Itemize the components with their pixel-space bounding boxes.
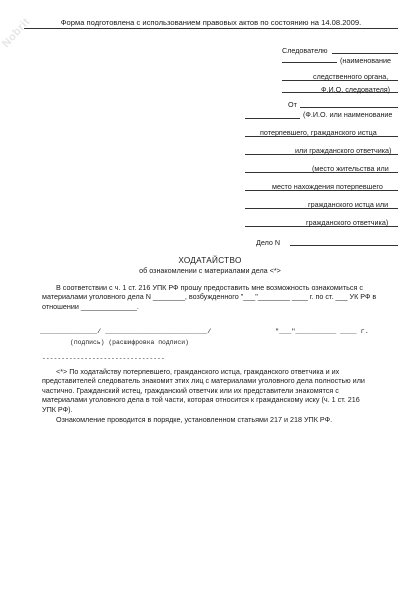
footnote-line-2: представителей следователь знакомит этих лиц с материалами уголовного дела полностью или — [42, 376, 365, 386]
body-line-1: В соответствии с ч. 1 ст. 216 УПК РФ прошу предоставить мне возможность ознакомиться с — [56, 283, 363, 292]
signature-date: "___"__________ ____ г. — [275, 328, 369, 336]
footnote-block — [42, 367, 397, 424]
footnote-line-1: <*> По ходатайству потерпевшего, гражданского истца, гражданского ответчика и их — [56, 367, 340, 376]
from-line-1: (Ф.И.О. или наименование — [303, 110, 393, 119]
to-label: Следователю — [282, 46, 328, 55]
document-title: ХОДАТАЙСТВО — [178, 256, 242, 265]
from-line-2: потерпевшего, гражданского истца — [260, 128, 377, 137]
watermark-logo: Nobrit — [0, 15, 33, 51]
from-line-3: или гражданского ответчика) — [295, 146, 392, 155]
blank-line — [282, 62, 337, 63]
from-label: От — [288, 100, 297, 109]
from-line-5: место нахождения потерпевшего — [272, 182, 383, 191]
case-line — [290, 245, 398, 246]
header-note: Форма подготовлена с использованием правовых актов по состоянию на 14.08.2009. — [24, 18, 398, 29]
addressee-line-2: следственного органа, — [313, 72, 389, 81]
from-line-7: гражданского ответчика) — [306, 218, 389, 227]
footnote-line-6: Ознакомление проводится в порядке, установленном статьями 217 и 218 УПК РФ. — [56, 415, 333, 425]
addressee-line-3: Ф.И.О. следователя) — [321, 85, 391, 94]
footnote-line-5: УПК РФ). — [42, 404, 73, 414]
body-line-2: материалами уголовного дела N ________, возбужденного "___"________ ____ г. по ст. ___ УК РФ в — [42, 292, 377, 302]
signature-line: ______________/ _________________________/ — [40, 328, 212, 336]
from-line — [300, 107, 398, 108]
body-line-3: отношении ______________. — [42, 301, 139, 311]
from-line-4: (место жительства или — [312, 164, 389, 173]
footnote-rule: -------------------------------- — [42, 355, 165, 362]
addressee-line-1: (наименование — [340, 56, 391, 65]
body-paragraph — [42, 283, 397, 311]
footnote-line-3: частично. Гражданский истец, гражданский ответчик или их представители знакомятся с — [42, 385, 339, 395]
blank-line — [245, 118, 300, 119]
case-label: Дело N — [256, 238, 281, 247]
signature-caption: (подпись) (расшифровка подписи) — [70, 339, 189, 346]
to-line — [332, 53, 398, 54]
from-line-6: гражданского истца или — [308, 200, 389, 209]
document-subtitle: об ознакомлении с материалами дела <*> — [139, 266, 281, 275]
footnote-line-4: материалами уголовного дела в той части, которая относится к гражданскому иску (ч. 1 ст. 216 — [42, 395, 360, 405]
